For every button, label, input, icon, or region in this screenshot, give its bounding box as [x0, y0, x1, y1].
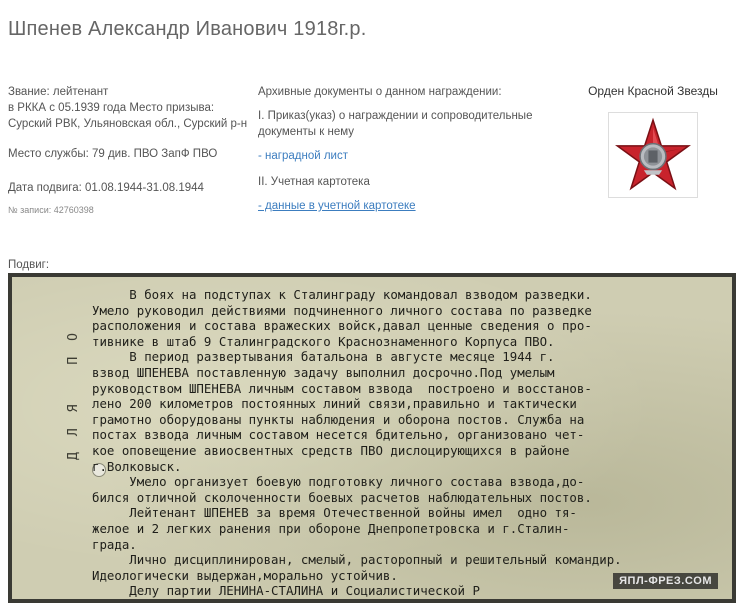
document-line: Лично дисциплинирован, смелый, расторопный и решительный командир.	[92, 552, 622, 568]
document-line: руководством ШПЕНЕВА личным составом взвода построено и восстанов-	[92, 380, 592, 396]
archive-heading: Архивные документы о данном награждении:	[258, 86, 502, 98]
document-line: кое оповещение авиосвентных средств ПВО дислоцирующихся в районе	[92, 442, 570, 458]
document-line: Умело руководил действиями подчиненного личного состава по разведке	[92, 302, 592, 318]
feat-label: Подвиг:	[8, 259, 50, 271]
document-line: тивнике в штаб 9 Сталинградского Краснознаменного Корпуса ПВО.	[92, 333, 555, 349]
feat-document-scan	[8, 273, 736, 603]
document-line: г.Волковыск.	[92, 458, 182, 474]
archive-item-order: I. Приказ(указ) о награждении и сопроводительные документы к нему	[258, 110, 533, 138]
document-line: бился отличной сколоченности боевых расчетов наблюдательных постов.	[92, 489, 592, 505]
document-line: лено 200 километров постоянных линий связи,правильно и тактически	[92, 396, 577, 412]
document-line: грамотно оборудованы пункты наблюдения и оборона постов. Служба на	[92, 411, 585, 427]
award-sheet-link[interactable]: - наградной лист	[258, 150, 348, 162]
rank-text: Звание: лейтенант	[8, 86, 109, 98]
document-line: Идеологически выдержан,морально устойчив.	[92, 567, 398, 583]
medal-image[interactable]	[608, 112, 698, 198]
feat-date-text: Дата подвига: 01.08.1944-31.08.1944	[8, 182, 204, 194]
person-info	[8, 84, 248, 218]
document-paper	[12, 277, 732, 599]
archive-docs	[258, 84, 558, 224]
service-text: Место службы: 79 див. ПВО ЗапФ ПВО	[8, 148, 218, 160]
document-margin-text: ДЛЯ ПО	[66, 317, 81, 460]
document-line: Лейтенант ШПЕНЕВ за время Отечественной войны имел одно тя-	[92, 505, 577, 521]
record-number: № записи: 42760398	[8, 205, 94, 215]
document-line: взвод ШПЕНЕВА поставленную задачу выполнил досрочно.Под умелым	[92, 364, 555, 380]
document-line: В боях на подступах к Сталинграду командовал взводом разведки.	[92, 287, 592, 302]
document-line: постах взвода личным составом несется бдительно, организовано чет-	[92, 427, 585, 443]
typed-text	[92, 287, 722, 599]
document-line: В период развертывания батальона в августе месяце 1944 г.	[92, 349, 555, 365]
document-line: желое и 2 легких ранения при обороне Днепропетровска и г.Сталин-	[92, 520, 570, 536]
award-name: Орден Красной Звезды	[588, 84, 718, 98]
rkka-text: в РККА с 05.1939 года Место призыва: Сурский РВК, Ульяновская обл., Сурский р-н	[8, 102, 248, 130]
page-title: Шпенев Александр Иванович 1918г.р.	[8, 18, 367, 40]
document-line: Умело организует боевую подготовку личного состава взвода,до-	[92, 474, 585, 490]
card-data-link[interactable]: - данные в учетной картотеке	[258, 200, 416, 212]
document-line: града.	[92, 536, 137, 552]
red-star-order-icon	[615, 117, 691, 193]
document-line: Делу партии ЛЕНИНА-СТАЛИНА и Социалистической Р	[92, 583, 480, 599]
site-watermark: ЯПЛ-ФРЕЗ.COM	[613, 573, 718, 589]
document-line: расположения и состава вражеских войск,давал ценные сведения о про-	[92, 318, 592, 334]
award-panel	[578, 84, 728, 198]
archive-item-card: II. Учетная картотека	[258, 176, 370, 188]
